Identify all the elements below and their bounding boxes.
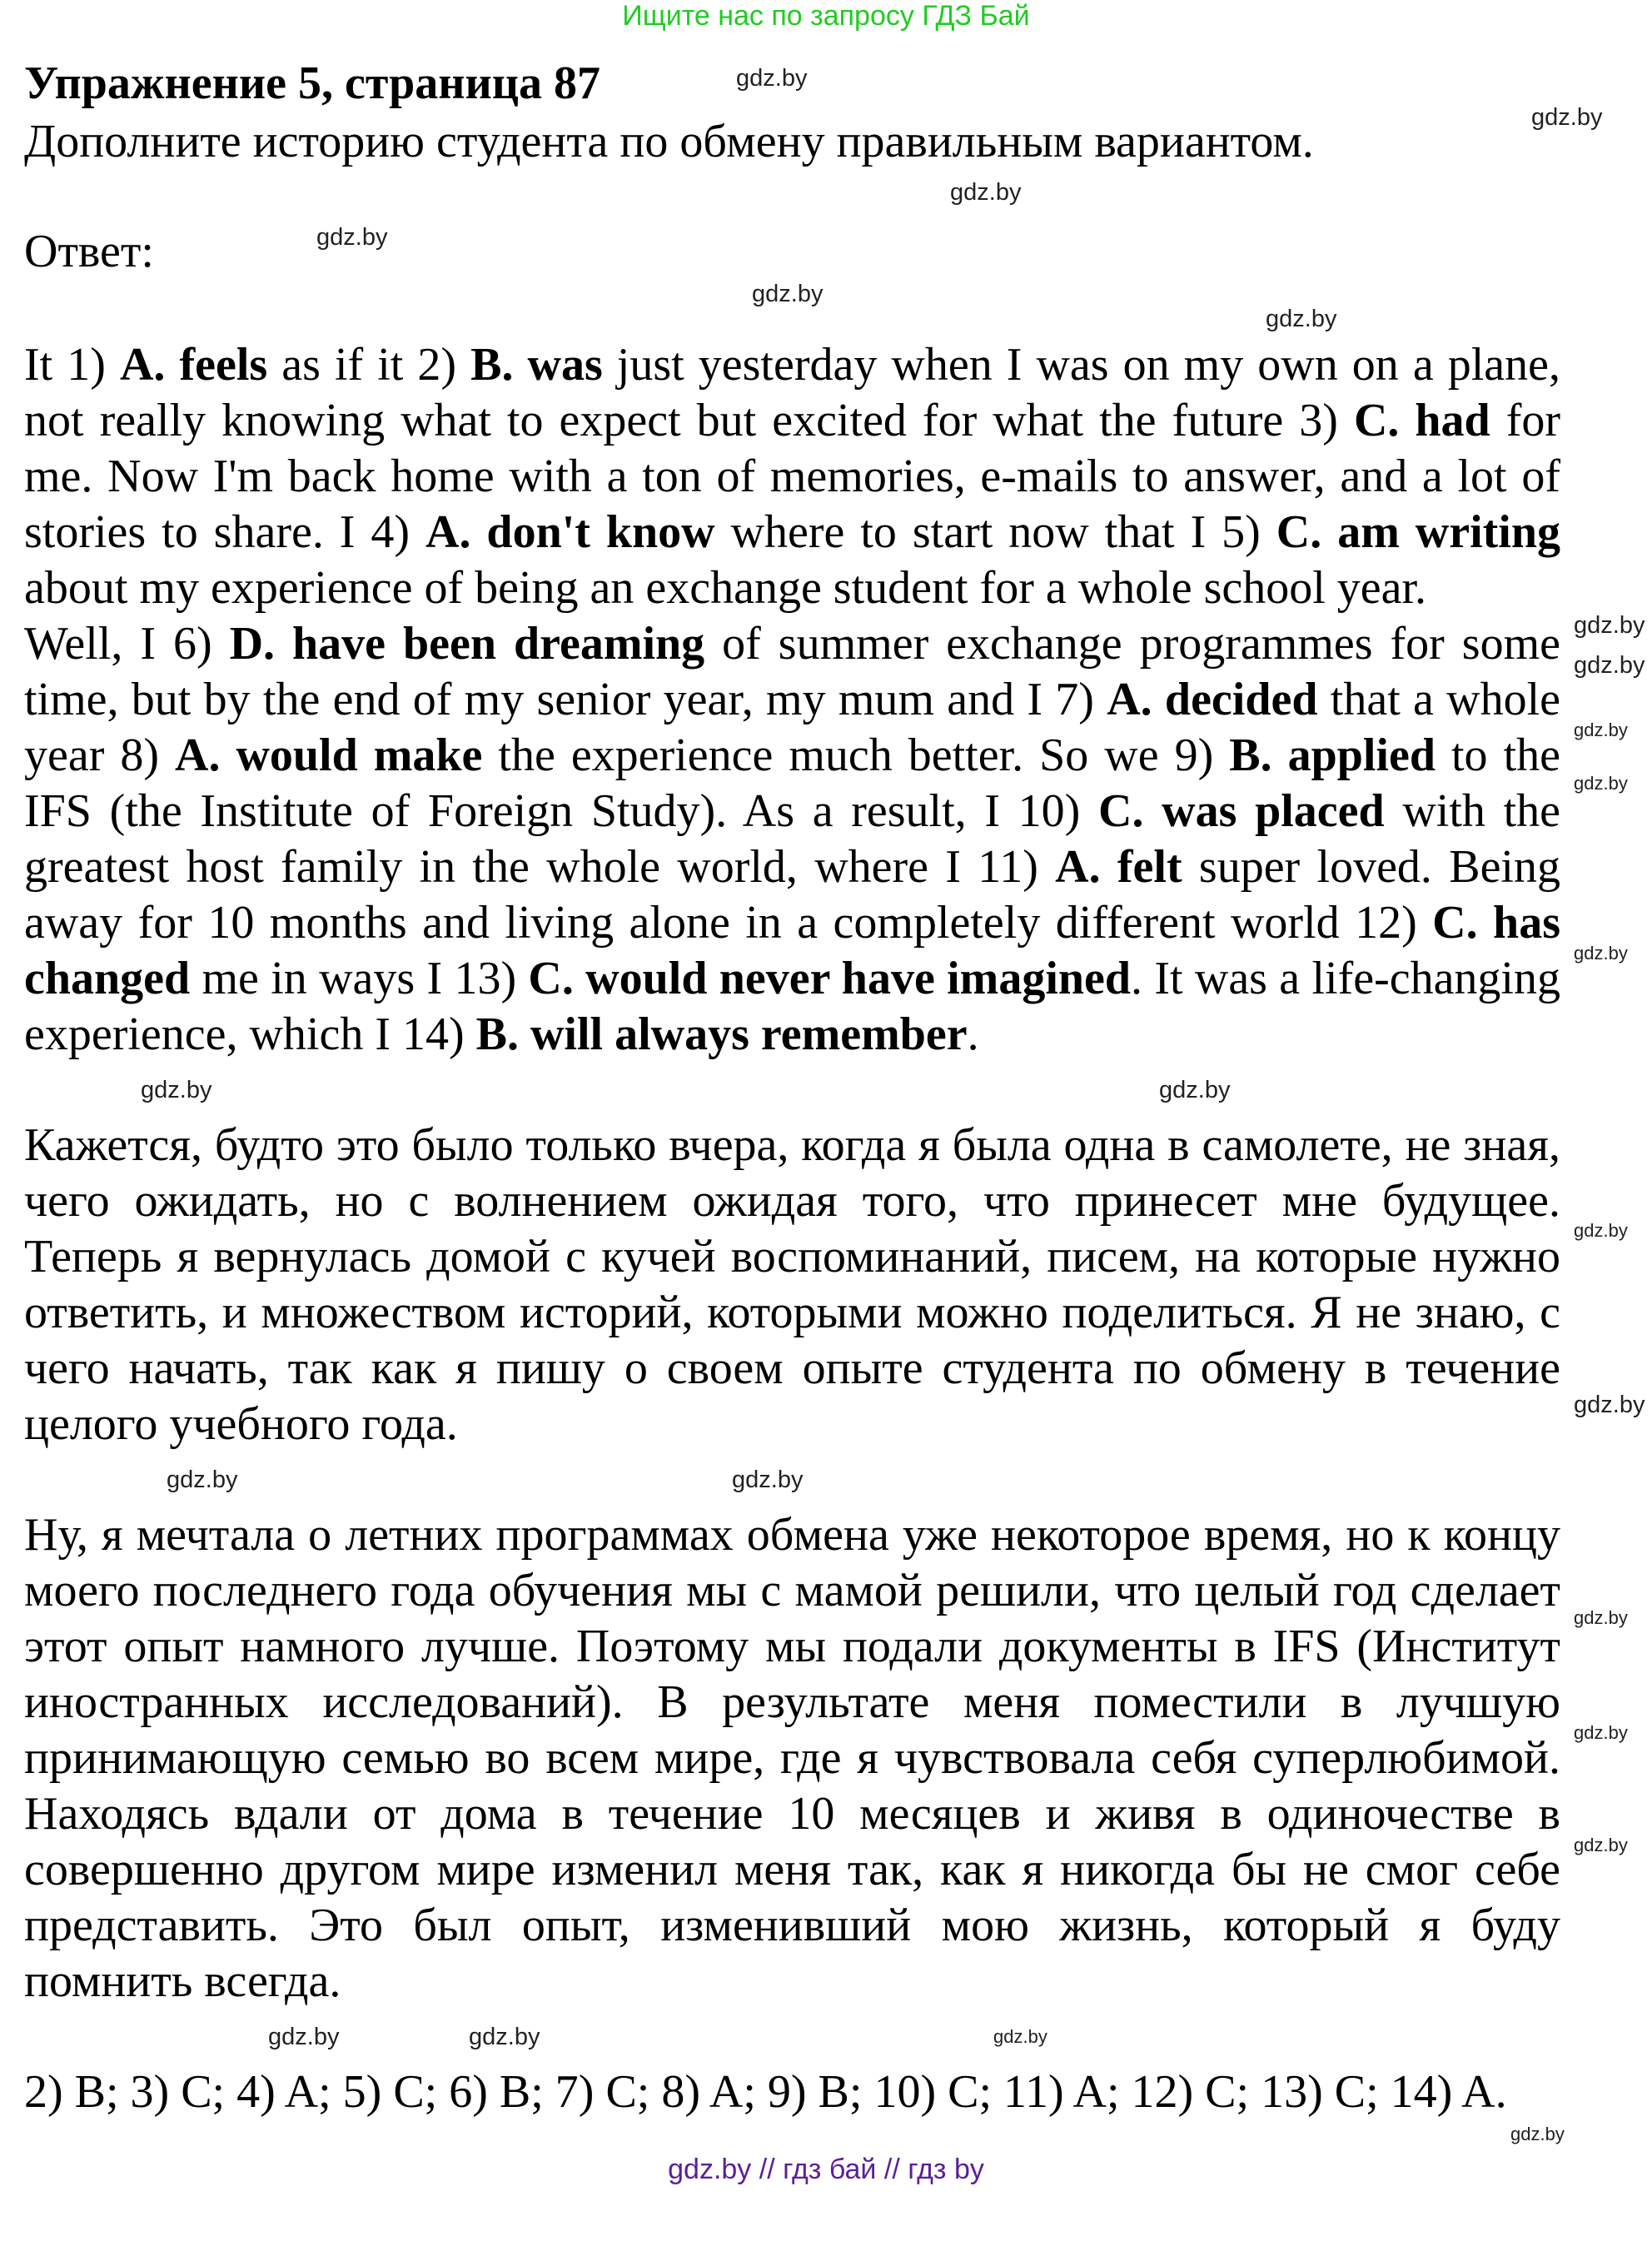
story-text: about my experience of being an exchange student for a whole school year. [24,562,1427,614]
watermark: gdz.by [950,179,1022,206]
chosen-answer: A. felt [1055,841,1182,893]
watermark: gdz.by [1574,652,1645,679]
russian-block-2 [24,1507,1652,2009]
answer-label: Ответ: [24,226,154,277]
watermark: gdz.by [1531,104,1603,131]
story-text: for me. Now I'm back home with a ton of memories, e-mails to answer, and a lot of stories to share. I 4) [24,395,1560,558]
chosen-answer: C. has changed [24,897,1560,1004]
watermark: gdz.by [752,281,824,307]
story-text: just yesterday when I was on my own on a plane, not really knowing what to expect but excited for what the future 3) [24,339,1561,446]
story-text: of summer exchange programmes for some time, but by the end of my senior year, my mum and I 7) [24,618,1560,725]
watermark: gdz.by [1574,1607,1628,1628]
chosen-answer: A. would make [175,730,483,781]
watermark: gdz.by [1574,1835,1628,1855]
spacer [24,2120,1652,2149]
russian-translation-paragraph-1: Кажется, будто это было только вчера, когда я была одна в самолете, не зная, чего ожидать, но с волнением ожидая того, что принесет мне будущее. Теперь я вернулась домой с кучей воспоминаний, писем, на которые нужно ответить, и множеством историй, которыми можно поделиться. Я не знаю, с чего начать, так как я пишу о своем опыте студента по обмену в течение целого учебного года. [24,1119,1560,1450]
chosen-answer: C. was placed [1098,785,1385,837]
story-text: with the greatest host family in the whole world, where I 11) [24,785,1561,893]
chosen-answer: B. was [470,339,603,391]
footer-links[interactable]: gdz.by // гдз бай // гдз by [668,2154,984,2185]
story-text: super loved. Being away for 10 months and living alone in a completely different world 12) [24,841,1560,949]
watermark: gdz.by [1266,306,1337,332]
chosen-answer: C. had [1353,395,1490,446]
story-text: Well, I 6) [24,618,230,670]
exercise-title: Упражнение 5, страница 87 [24,57,601,109]
watermark: gdz.by [736,65,808,92]
story-text: It 1) [24,339,120,391]
watermark: gdz.by [1159,1077,1231,1103]
watermark: gdz.by [316,224,388,251]
chosen-answer: D. have been dreaming [229,618,705,670]
story-text: . [967,1008,979,1060]
watermark: gdz.by [1574,1722,1628,1743]
watermark: gdz.by [1574,612,1645,639]
spacer [24,1063,1652,1118]
watermark: gdz.by [1574,1392,1645,1418]
answer-content [24,337,1652,2190]
chosen-answer: A. decided [1107,674,1318,725]
answer-key: 2) B; 3) C; 4) A; 5) C; 6) B; 7) C; 8) A; 9) B; 10) C; 11) A; 12) C; 13) C; 14) A. [24,2066,1507,2118]
search-hint-banner: Ищите нас по запросу ГДЗ Бай [622,0,1030,32]
watermark: gdz.by [1574,720,1628,740]
story-text: the experience much better. So we 9) [482,730,1230,781]
chosen-answer: A. don't know [425,506,715,558]
english-paragraph-1 [24,337,1560,616]
watermark: gdz.by [993,2026,1047,2047]
chosen-answer: C. would never have imagined [528,953,1132,1004]
chosen-answer: B. applied [1229,730,1436,781]
story-text: that a whole year 8) [24,674,1561,781]
story-text: as if it 2) [267,339,471,391]
watermark: gdz.by [1510,2124,1565,2144]
story-text: . It was a life-changing experience, which I 14) [24,953,1560,1060]
exercise-instruction: Дополните историю студента по обмену правильным вариантом. [24,116,1314,167]
story-text: to the IFS (the Institute of Foreign Study). As a result, I 10) [24,730,1560,837]
chosen-answer: C. am writing [1276,506,1561,558]
watermark: gdz.by [141,1077,212,1103]
story-text: where to start now that I 5) [714,506,1276,558]
english-answer-block [24,337,1652,1063]
watermark: gdz.by [732,1467,804,1493]
chosen-answer: A. feels [119,339,268,391]
watermark: gdz.by [1574,943,1628,964]
english-answer-text [24,337,1560,1063]
russian-block-1 [24,1118,1652,1452]
spacer [24,1452,1652,1507]
story-text: me in ways I 13) [190,953,529,1004]
watermark: gdz.by [167,1467,238,1493]
spacer [24,2009,1652,2064]
watermark: gdz.by [268,2024,340,2050]
english-paragraph-2 [24,616,1560,1063]
watermark: gdz.by [1574,773,1628,794]
watermark: gdz.by [469,2024,540,2050]
chosen-answer: B. will always remember [475,1008,968,1060]
watermark: gdz.by [1574,1220,1628,1241]
russian-translation-paragraph-2: Ну, я мечтала о летних программах обмена уже некоторое время, но к концу моего последнего года обучения мы с мамой решили, что целый год сделает этот опыт намного лучше. Поэтому мы подали документы в IFS (Институт иностранных исследований). В результате меня поместили в лучшую принимающую семью во всем мире, где я чувствовала себя суперлюбимой. Находясь вдали от дома в течение 10 месяцев и живя в одиночестве в совершенно другом мире изменил меня так, как я никогда бы не смог себе представить. Это был опыт, изменивший мою жизнь, который я буду помнить всегда. [24,1509,1560,2007]
